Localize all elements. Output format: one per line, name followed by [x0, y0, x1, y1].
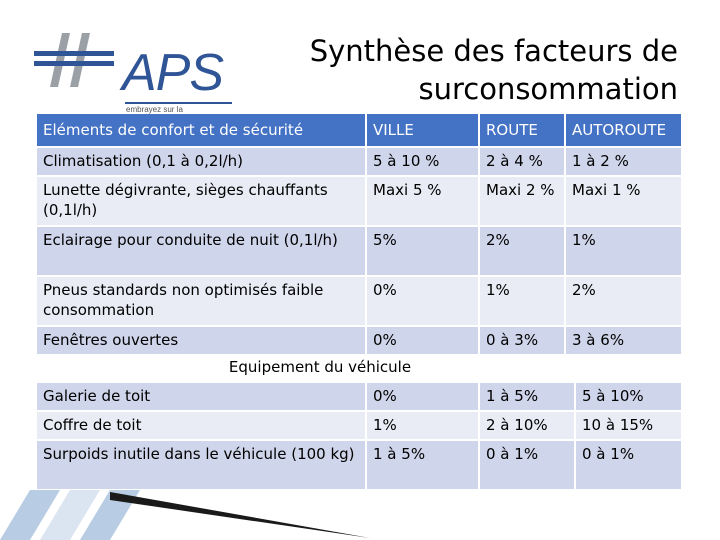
cell: 2 à 10%	[480, 412, 576, 441]
table-row	[37, 177, 683, 227]
cell: 0 à 1%	[576, 441, 683, 491]
cell: 10 à 15%	[576, 412, 683, 441]
cell: 1 à 5%	[480, 383, 576, 412]
table-header-row	[37, 114, 683, 148]
cell: 1%	[367, 412, 480, 441]
section-label	[37, 352, 683, 382]
cell: Galerie de toit	[37, 383, 367, 412]
cell: 5 à 10 %	[367, 148, 480, 177]
cell: Coffre de toit	[37, 412, 367, 441]
cell: 0%	[367, 327, 480, 356]
cell: Fenêtres ouvertes	[37, 327, 367, 356]
cell: Lunette dégivrante, sièges chauffants (0,1l/h)	[37, 177, 367, 227]
cell: Maxi 5 %	[367, 177, 480, 227]
table-row	[37, 277, 683, 327]
cell: 1 à 5%	[367, 441, 480, 491]
table-row	[37, 227, 683, 277]
equipment-table	[37, 383, 683, 491]
header-elements: Eléments de confort et de sécurité	[37, 114, 367, 148]
cell: 5%	[367, 227, 480, 277]
section-label-text: Equipement du véhicule	[228, 358, 412, 376]
cell: 0%	[367, 383, 480, 412]
cell: Eclairage pour conduite de nuit (0,1l/h)	[37, 227, 367, 277]
header-autoroute: AUTOROUTE	[566, 114, 683, 148]
table-row	[37, 148, 683, 177]
cell: 2 à 4 %	[480, 148, 566, 177]
comfort-table	[37, 114, 683, 356]
cell: 2%	[566, 277, 683, 327]
cell: 0 à 3%	[480, 327, 566, 356]
table-row	[37, 412, 683, 441]
cell: 1%	[566, 227, 683, 277]
aps-logo	[30, 25, 224, 114]
table-row	[37, 441, 683, 491]
cell: 3 à 6%	[566, 327, 683, 356]
cell: Climatisation (0,1 à 0,2l/h)	[37, 148, 367, 177]
cell: 0 à 1%	[480, 441, 576, 491]
decorative-swoosh	[110, 488, 370, 540]
cell: Pneus standards non optimisés faible consommation	[37, 277, 367, 327]
cell: 5 à 10%	[576, 383, 683, 412]
page-title: Synthèse des facteurs de surconsommation	[309, 34, 678, 106]
logo-wordmark: APS	[122, 44, 224, 102]
cell: 2%	[480, 227, 566, 277]
table-row	[37, 383, 683, 412]
cell: 1 à 2 %	[566, 148, 683, 177]
logo-rule	[125, 102, 232, 104]
cell: 0%	[367, 277, 480, 327]
cell: 1%	[480, 277, 566, 327]
header-route: ROUTE	[480, 114, 566, 148]
cell: Maxi 1 %	[566, 177, 683, 227]
logo-tagline: embrayez sur la	[126, 105, 183, 114]
header-ville: VILLE	[367, 114, 480, 148]
highway-logo-icon	[30, 25, 120, 95]
cell: Maxi 2 %	[480, 177, 566, 227]
cell: Surpoids inutile dans le véhicule (100 kg)	[37, 441, 367, 491]
